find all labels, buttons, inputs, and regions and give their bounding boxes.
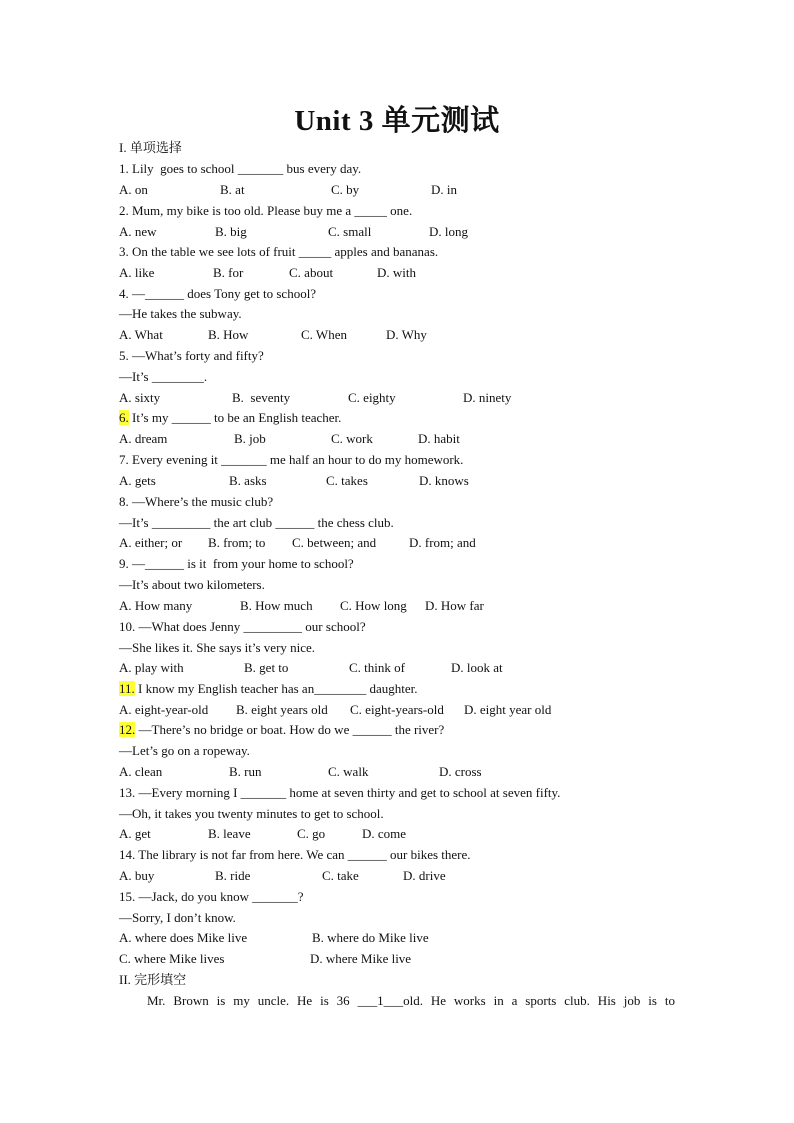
option-c: C. about [289,265,334,280]
option-b: B. seventy [232,390,291,405]
option-c: C. by [331,182,360,197]
option-d: D. come [362,826,407,841]
option-a: A. buy [119,868,155,883]
question-1-number: 1. [119,161,129,176]
option-d: D. Why [386,327,427,342]
question-15-line-1 [119,889,304,905]
question-8-number: 8. [119,494,129,509]
option-c: C. How long [340,598,407,613]
question-4-text: —______ does Tony get to school? [132,286,317,301]
option-c: C. take [322,868,359,883]
cloze-passage: Mr. Brown is my uncle. He is 36 ___1___old. He works in a sports club. His job is to [147,993,675,1008]
section-heading-2: II. 完形填空 [119,972,187,987]
option-d: D. long [429,224,468,239]
question-14-number: 14. [119,847,136,862]
option-d: D. look at [451,660,503,675]
question-12-line-2 [119,743,250,759]
option-b: B. How much [240,598,313,613]
option-a: A. like [119,265,155,280]
question-6-options [119,431,679,447]
option-d: D. where Mike live [310,951,412,966]
option-a: A. play with [119,660,184,675]
option-c: C. work [331,431,373,446]
question-10-options [119,660,679,676]
option-d: D. cross [439,764,482,779]
option-a: A. dream [119,431,168,446]
option-a: A. on [119,182,148,197]
question-9-number: 9. [119,556,129,571]
question-10-text: —She likes it. She says it’s very nice. [119,640,316,655]
question-3-options [119,265,679,281]
option-b: B. big [215,224,247,239]
question-10-line-2 [119,640,315,656]
option-b: B. eight years old [236,702,328,717]
option-b: B. from; to [208,535,266,550]
question-15-line-2 [119,910,236,926]
question-9-text: —______ is it from your home to school? [132,556,354,571]
question-5-line-1 [119,348,264,364]
question-13-text: —Every morning I _______ home at seven thirty and get to school at seven fifty. [138,785,561,800]
question-1-options [119,182,679,198]
option-c: C. eighty [348,390,396,405]
question-4-options [119,327,679,343]
option-a: A. gets [119,473,156,488]
option-c: C. takes [326,473,368,488]
option-a: A. sixty [119,390,161,405]
option-a: A. clean [119,764,163,779]
question-7-line-1 [119,452,463,468]
question-10-text: —What does Jenny _________ our school? [138,619,366,634]
question-5-line-2 [119,369,207,385]
question-8-line-1 [119,494,273,510]
question-7-text: Every evening it _______ me half an hour to do my homework. [132,452,464,467]
question-15-text: —Sorry, I don’t know. [119,910,236,925]
option-c: C. walk [328,764,369,779]
question-12-text: —There’s no bridge or boat. How do we ______ the river? [138,722,445,737]
option-c: C. think of [349,660,405,675]
question-1-line-1 [119,161,361,177]
question-13-line-1 [119,785,560,801]
question-9-line-1 [119,556,354,572]
question-12-line-1 [119,722,444,738]
question-11-text: I know my English teacher has an________ daughter. [138,681,418,696]
question-8-text: —Where’s the music club? [132,494,274,509]
option-a: A. new [119,224,157,239]
question-12-text: —Let’s go on a ropeway. [119,743,250,758]
question-3-text: On the table we see lots of fruit _____ apples and bananas. [132,244,439,259]
question-10-number: 10. [119,619,136,634]
question-2-options [119,224,679,240]
option-c: C. small [328,224,372,239]
question-2-text: Mum, my bike is too old. Please buy me a _____ one. [132,203,413,218]
question-11-line-1 [119,681,417,697]
question-13-line-2 [119,806,384,822]
option-d: D. drive [403,868,446,883]
question-14-options [119,868,679,884]
question-4-line-1 [119,286,316,302]
question-11-options [119,702,679,718]
question-10-line-1 [119,619,366,635]
option-a: A. What [119,327,163,342]
option-d: D. habit [418,431,460,446]
question-13-options [119,826,679,842]
question-2-line-1 [119,203,412,219]
section-heading-1: I. 单项选择 [119,140,182,155]
question-15-options-row-1 [119,930,679,946]
option-d: D. knows [419,473,469,488]
question-6-number: 6. [119,410,129,425]
question-5-text: —What’s forty and fifty? [132,348,264,363]
question-9-line-2 [119,577,265,593]
option-c: C. eight-years-old [350,702,444,717]
option-b: B. How [208,327,249,342]
option-c: C. between; and [292,535,377,550]
question-7-options [119,473,679,489]
question-1-text: Lily goes to school _______ bus every day. [132,161,362,176]
question-6-line-1 [119,410,341,426]
question-9-text: —It’s about two kilometers. [119,577,265,592]
question-12-number: 12. [119,722,136,737]
question-8-text: —It’s _________ the art club ______ the chess club. [119,515,394,530]
question-9-options [119,598,679,614]
question-11-number: 11. [119,681,135,696]
option-a: A. eight-year-old [119,702,209,717]
question-13-text: —Oh, it takes you twenty minutes to get to school. [119,806,384,821]
question-5-options [119,390,679,406]
question-15-number: 15. [119,889,136,904]
option-b: B. get to [244,660,289,675]
option-b: B. for [213,265,244,280]
option-b: B. at [220,182,245,197]
option-a: A. get [119,826,151,841]
question-7-number: 7. [119,452,129,467]
question-5-text: —It’s ________. [119,369,208,384]
question-14-text: The library is not far from here. We can ______ our bikes there. [138,847,471,862]
question-4-line-2 [119,306,242,322]
question-14-line-1 [119,847,471,863]
question-8-line-2 [119,515,394,531]
question-4-number: 4. [119,286,129,301]
option-c: C. When [301,327,347,342]
question-15-text: —Jack, do you know _______? [138,889,304,904]
option-b: B. run [229,764,262,779]
option-d: D. with [377,265,416,280]
option-b: B. job [234,431,266,446]
question-12-options [119,764,679,780]
option-b: B. where do Mike live [312,930,429,945]
document-title: Unit 3 单元测试 [294,105,500,137]
question-5-number: 5. [119,348,129,363]
question-8-options [119,535,679,551]
option-a: A. How many [119,598,193,613]
option-d: D. How far [425,598,484,613]
option-c: C. go [297,826,326,841]
question-3-line-1 [119,244,438,260]
option-b: B. leave [208,826,251,841]
option-d: D. eight year old [464,702,552,717]
option-a: A. where does Mike live [119,930,248,945]
option-d: D. in [431,182,457,197]
question-13-number: 13. [119,785,136,800]
question-3-number: 3. [119,244,129,259]
question-2-number: 2. [119,203,129,218]
question-15-options-row-2 [119,951,679,967]
question-6-text: It’s my ______ to be an English teacher. [132,410,342,425]
question-4-text: —He takes the subway. [119,306,242,321]
option-b: B. asks [229,473,267,488]
option-d: D. ninety [463,390,512,405]
option-c: C. where Mike lives [119,951,225,966]
option-b: B. ride [215,868,251,883]
option-a: A. either; or [119,535,183,550]
option-d: D. from; and [409,535,476,550]
